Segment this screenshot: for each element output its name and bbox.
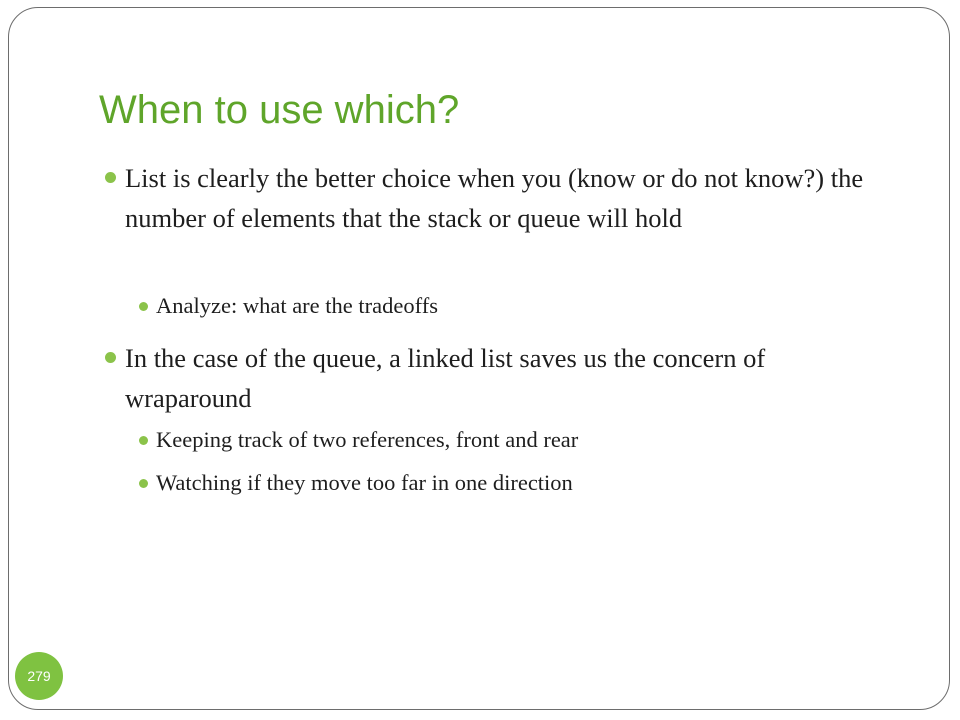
slide-number-badge: 279 <box>15 652 63 700</box>
sub-bullet-item <box>156 291 856 321</box>
bullet-item <box>125 338 885 418</box>
bullet-text: List is clearly the better choice when you (know or do not know?) the number of elements that the stack or queue will hold <box>125 163 864 233</box>
bullet-dot-icon <box>105 352 116 363</box>
sub-bullet-item <box>156 425 856 455</box>
sub-bullet-text: Watching if they move too far in one direction <box>156 470 573 495</box>
bullet-dot-icon <box>105 172 116 183</box>
bullet-dot-icon <box>139 479 148 488</box>
sub-bullet-text: Keeping track of two references, front and rear <box>156 427 579 452</box>
sub-bullet-text: Analyze: what are the tradeoffs <box>156 293 438 318</box>
bullet-dot-icon <box>139 302 148 311</box>
bullet-dot-icon <box>139 436 148 445</box>
slide-title: When to use which? <box>99 88 460 132</box>
bullet-item <box>125 158 885 238</box>
sub-bullet-item <box>156 468 856 498</box>
bullet-text: In the case of the queue, a linked list saves us the concern of wraparound <box>125 343 766 413</box>
